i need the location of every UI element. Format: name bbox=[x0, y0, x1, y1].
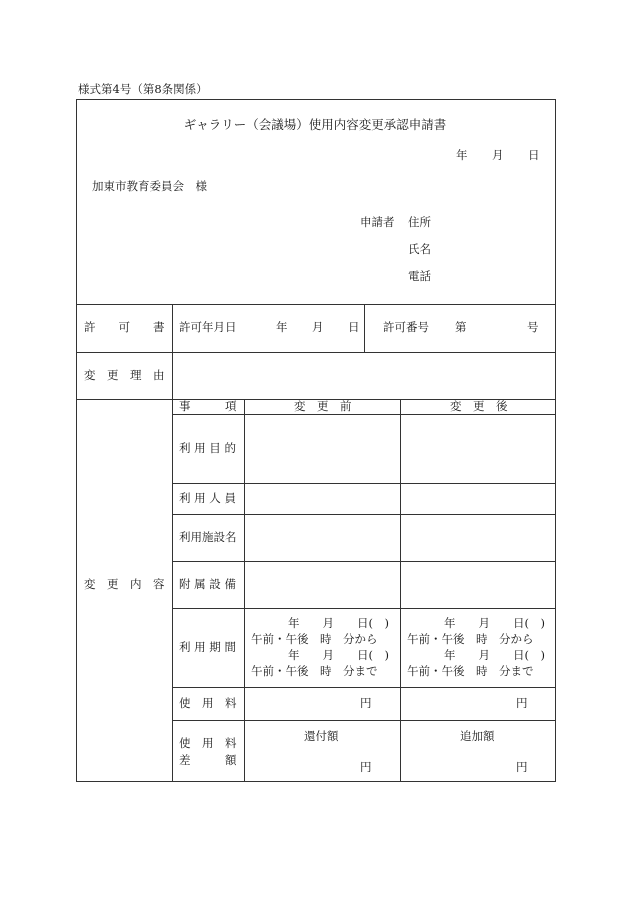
application-form-frame bbox=[76, 99, 556, 782]
row-diff-label-2: 差 額 bbox=[179, 753, 237, 767]
form-number: 様式第4号（第8条関係） bbox=[78, 82, 208, 96]
row-persons-label: 利 用 人 員 bbox=[179, 491, 236, 505]
divider-period bbox=[172, 687, 556, 688]
divider-permit-bottom bbox=[76, 352, 556, 353]
header-before: 変 更 前 bbox=[294, 399, 352, 413]
date-month: 月 bbox=[492, 148, 504, 162]
divider-facility bbox=[172, 561, 556, 562]
additional-yen: 円 bbox=[516, 760, 528, 774]
addressee: 加東市教育委員会 様 bbox=[92, 179, 207, 193]
row-fee-label: 使 用 料 bbox=[179, 696, 237, 710]
divider-header-bottom bbox=[76, 304, 556, 305]
changes-label: 変 更 内 容 bbox=[84, 577, 165, 591]
row-equipment-label: 附 属 設 備 bbox=[179, 577, 236, 591]
row-period-label: 利 用 期 間 bbox=[179, 640, 236, 654]
divider-label-col bbox=[172, 304, 173, 782]
permit-date-label: 許可年月日 bbox=[179, 320, 237, 334]
before-fee-yen: 円 bbox=[360, 696, 372, 710]
permit-go: 号 bbox=[527, 320, 539, 334]
before-date-from: 年 月 日( ) bbox=[288, 616, 389, 630]
permit-year: 年 bbox=[276, 320, 288, 334]
reason-label: 変 更 理 由 bbox=[84, 368, 165, 382]
permit-label: 許 可 書 bbox=[84, 320, 165, 334]
form-title: ギャラリー（会議場）使用内容変更承認申請書 bbox=[183, 117, 447, 132]
header-after: 変 更 後 bbox=[450, 399, 508, 413]
applicant-phone-label: 電話 bbox=[408, 269, 431, 283]
refund-yen: 円 bbox=[360, 760, 372, 774]
divider-item-col bbox=[244, 399, 245, 782]
before-time-from: 午前・午後 時 分から bbox=[251, 632, 378, 646]
divider-header-row bbox=[172, 414, 556, 415]
permit-month: 月 bbox=[312, 320, 324, 334]
row-diff-label-1: 使 用 料 bbox=[179, 736, 237, 750]
after-fee-yen: 円 bbox=[516, 696, 528, 710]
divider-equipment bbox=[172, 608, 556, 609]
after-time-to: 午前・午後 時 分まで bbox=[407, 664, 534, 678]
divider-persons bbox=[172, 514, 556, 515]
divider-purpose bbox=[172, 483, 556, 484]
before-date-to: 年 月 日( ) bbox=[288, 648, 389, 662]
before-time-to: 午前・午後 時 分まで bbox=[251, 664, 378, 678]
permit-day: 日 bbox=[348, 320, 360, 334]
divider-permit-split bbox=[364, 304, 365, 352]
applicant-label: 申請者 bbox=[360, 215, 395, 229]
date-year: 年 bbox=[456, 148, 468, 162]
row-facility-label: 利用施設名 bbox=[179, 530, 237, 544]
divider-fee bbox=[172, 720, 556, 721]
permit-dai: 第 bbox=[455, 320, 467, 334]
header-item: 事 項 bbox=[179, 399, 237, 413]
after-date-from: 年 月 日( ) bbox=[444, 616, 545, 630]
after-time-from: 午前・午後 時 分から bbox=[407, 632, 534, 646]
applicant-address-label: 住所 bbox=[408, 215, 431, 229]
additional-label: 追加額 bbox=[460, 729, 495, 743]
after-date-to: 年 月 日( ) bbox=[444, 648, 545, 662]
date-day: 日 bbox=[528, 148, 540, 162]
divider-before-after bbox=[400, 399, 401, 782]
applicant-name-label: 氏名 bbox=[408, 242, 431, 256]
permit-number-label: 許可番号 bbox=[383, 320, 429, 334]
row-purpose-label: 利 用 目 的 bbox=[179, 441, 236, 455]
refund-label: 還付額 bbox=[304, 729, 339, 743]
